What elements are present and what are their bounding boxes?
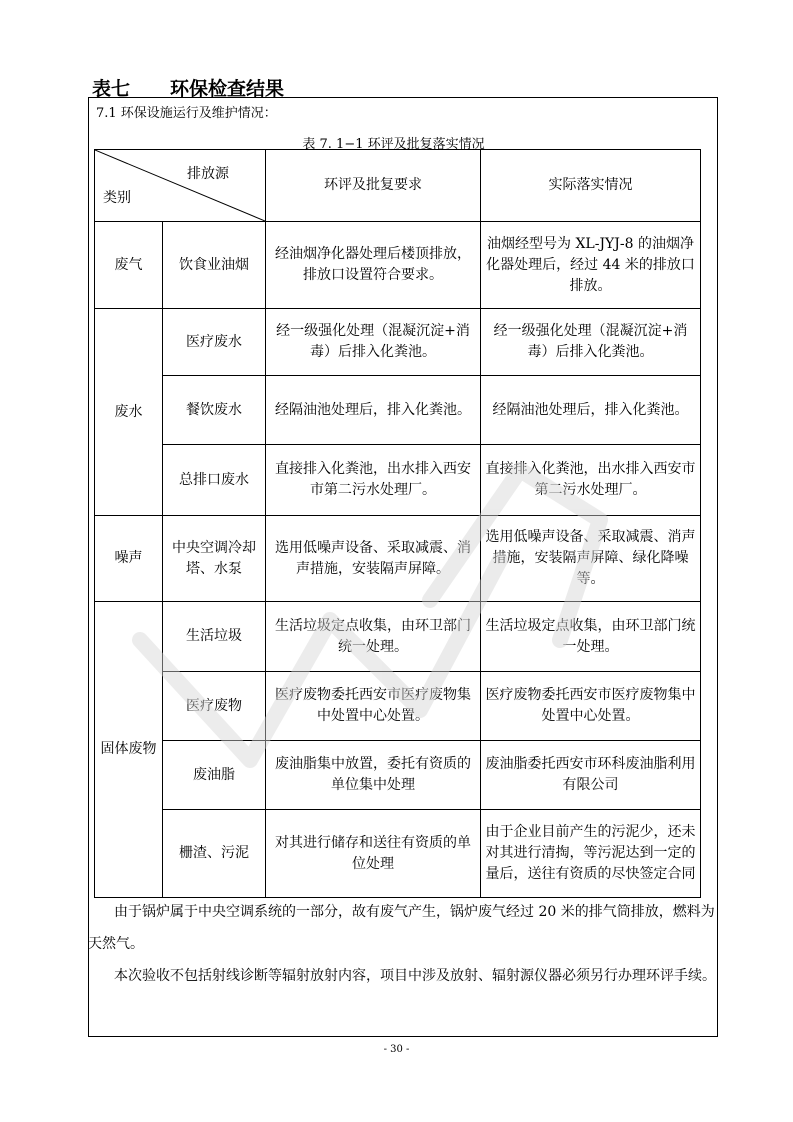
category-cell: 固体废物 bbox=[95, 602, 163, 898]
category-cell: 噪声 bbox=[95, 516, 163, 602]
paragraph-boiler-note: 由于锅炉属于中央空调系统的一部分，故有废气产生，锅炉废气经过 20 米的排气筒排放，燃料为天然气。 bbox=[88, 904, 715, 952]
section-title: 7.1 环保设施运行及维护情况： bbox=[96, 106, 277, 121]
actual-cell: 选用低噪声设备、采取减震、消声措施，安装隔声屏障、绿化降噪等。 bbox=[481, 516, 701, 602]
table-row bbox=[95, 445, 701, 516]
requirement-cell: 废油脂集中放置，委托有资质的单位集中处理 bbox=[266, 741, 481, 810]
source-cell: 生活垃圾 bbox=[163, 602, 266, 672]
source-cell: 医疗废物 bbox=[163, 672, 266, 741]
category-cell: 废水 bbox=[95, 309, 163, 516]
category-cell: 废气 bbox=[95, 222, 163, 309]
source-cell: 中央空调冷却塔、水泵 bbox=[163, 516, 266, 602]
source-cell: 餐饮废水 bbox=[163, 376, 266, 445]
actual-cell: 经一级强化处理（混凝沉淀+消毒）后排入化粪池。 bbox=[481, 309, 701, 376]
table-row bbox=[95, 516, 701, 602]
source-cell: 医疗废水 bbox=[163, 309, 266, 376]
heading-label: 表七 bbox=[92, 78, 131, 100]
actual-cell: 经隔油池处理后，排入化粪池。 bbox=[481, 376, 701, 445]
requirement-cell: 生活垃圾定点收集，由环卫部门统一处理。 bbox=[266, 602, 481, 672]
requirement-cell: 直接排入化粪池，出水排入西安市第二污水处理厂。 bbox=[266, 445, 481, 516]
requirement-cell: 经一级强化处理（混凝沉淀+消毒）后排入化粪池。 bbox=[266, 309, 481, 376]
source-cell: 栅渣、污泥 bbox=[163, 810, 266, 898]
page-number: - 30 - bbox=[383, 1044, 410, 1055]
source-cell: 废油脂 bbox=[163, 741, 266, 810]
table-row bbox=[95, 309, 701, 376]
requirement-cell: 选用低噪声设备、采取减震、消声措施，安装隔声屏障。 bbox=[266, 516, 481, 602]
actual-cell: 医疗废物委托西安市医疗废物集中处置中心处置。 bbox=[481, 672, 701, 741]
table-row bbox=[95, 672, 701, 741]
header-actual: 实际落实情况 bbox=[481, 150, 701, 222]
table-header-row bbox=[95, 150, 701, 222]
heading-title: 环保检查结果 bbox=[170, 78, 285, 100]
requirement-cell: 经油烟净化器处理后楼顶排放，排放口设置符合要求。 bbox=[266, 222, 481, 309]
source-cell: 总排口废水 bbox=[163, 445, 266, 516]
requirement-cell: 医疗废物委托西安市医疗废物集中处置中心处置。 bbox=[266, 672, 481, 741]
diagonal-header-cell bbox=[95, 150, 266, 222]
requirement-cell: 对其进行储存和送往有资质的单位处理 bbox=[266, 810, 481, 898]
header-requirement: 环评及批复要求 bbox=[266, 150, 481, 222]
table-row bbox=[95, 376, 701, 445]
table-row bbox=[95, 222, 701, 309]
header-category-label: 类别 bbox=[103, 190, 131, 206]
actual-cell: 直接排入化粪池，出水排入西安市第二污水处理厂。 bbox=[481, 445, 701, 516]
table-caption: 表 7. 1−1 环评及批复落实情况 bbox=[302, 137, 485, 152]
table-row bbox=[95, 602, 701, 672]
actual-cell: 由于企业目前产生的污泥少，还未对其进行清掏，等污泥达到一定的量后，送往有资质的尽快签定合同 bbox=[481, 810, 701, 898]
actual-cell: 废油脂委托西安市环科废油脂利用有限公司 bbox=[481, 741, 701, 810]
source-cell: 饮食业油烟 bbox=[163, 222, 266, 309]
actual-cell: 油烟经型号为 XL-JYJ-8 的油烟净化器处理后，经过 44 米的排放口排放。 bbox=[481, 222, 701, 309]
actual-cell: 生活垃圾定点收集，由环卫部门统一处理。 bbox=[481, 602, 701, 672]
compliance-table bbox=[94, 149, 701, 898]
table-row bbox=[95, 810, 701, 898]
table-row bbox=[95, 741, 701, 810]
header-source-label: 排放源 bbox=[187, 166, 229, 182]
paragraph-radiation-note: 本次验收不包括射线诊断等辐射放射内容，项目中涉及放射、辐射源仪器必须另行办理环评手续。 bbox=[114, 968, 716, 984]
requirement-cell: 经隔油池处理后，排入化粪池。 bbox=[266, 376, 481, 445]
